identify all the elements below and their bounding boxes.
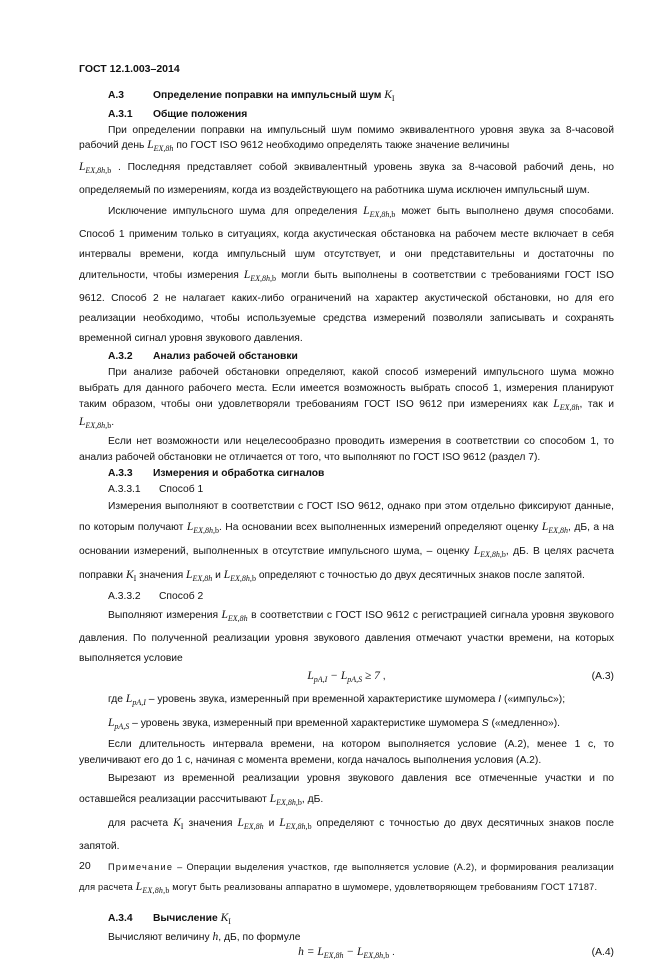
section-a331-heading — [79, 482, 614, 498]
paragraph-5: Измерения выполняют в соответствии с ГОСТ ISO 9612, однако при этом отдельно фиксируют данные, по которым получают $L_{EX,8h,b}$. На основании всех выполненных измерений определяют оценку $L_{EX,8h}$, дБ, а на основании измерений, выполненных в отсутствие импульсного шума, – оценку $L_{EX,8h,b}$, дБ. В целях расчета поправки $K_I$ значения $L_{EX,8h}$ и $L_{EX,8h,b}$ определяют с точностью до двух десятичных знаков после запятой. — [79, 501, 614, 584]
paragraph-10: Вычисляют величину h, дБ, по формуле — [108, 930, 301, 943]
section-title: Измерения и обработка сигналов — [153, 467, 325, 479]
paragraph-1-cont: $L_{EX,8h,b}$ . Последняя представляет собой эквивалентный уровень звука за 8-часовой рабочий день, но определяемый по измерениям, когда из воздействующего на работника шума исключен импульсный шум. — [79, 161, 614, 197]
section-a32-heading — [79, 349, 614, 365]
section-number: А.3.3.1 — [108, 483, 141, 495]
section-a34-heading — [79, 911, 614, 930]
section-number: А.3.4 — [108, 912, 133, 924]
paragraph-4: Если нет возможности или нецелесообразно проводить измерения в соответствии со способом 1, то анализ рабочей обстановки не отличается от того, что выполняют по ГОСТ ISO 9612 (раздел 7). — [79, 436, 614, 463]
section-title: Способ 2 — [159, 591, 204, 603]
symbol-ki: $K_I$ — [220, 911, 231, 926]
equation-expression: $L_{pA,I} - L_{pA,S} \ge 7$ , — [307, 670, 386, 685]
equation-number: (А.3) — [591, 671, 614, 683]
equation-a3 — [79, 669, 614, 689]
equation-a4 — [79, 945, 614, 965]
section-title: Вычисление — [153, 912, 218, 924]
paragraph-9: для расчета $K_I$ значения $L_{EX,8h}$ и $L_{EX,8h,b}$ определяют с точностью до двух десятичных знаков после запятой. — [79, 816, 614, 852]
note-label: Примечание — [108, 861, 174, 872]
page-number: 20 — [79, 860, 91, 872]
paragraph-7: Если длительность интервала времени, на котором выполняется условие (А.2), менее 1 с, то увеличивают его до 1 с, начиная с момента времени, когда началось выполнения условия (А.2). — [79, 739, 614, 766]
section-number: А.3.3.2 — [108, 591, 141, 603]
section-a3-heading — [79, 88, 614, 107]
section-title: Определение поправки на импульсный шум — [153, 90, 382, 101]
where-1: где $L_{pA,I}$ – уровень звука, измеренный при временной характеристике шумомера I («импульс»); — [108, 693, 566, 708]
where-2: $L_{pA,S}$ – уровень звука, измеренный при временной характеристике шумомера S («медленно»). — [108, 717, 561, 732]
section-a33-heading — [79, 466, 614, 482]
paragraph-2: Исключение импульсного шума для определения $L_{EX,8h,b}$ может быть выполнено двумя способами. Способ 1 применим только в ситуациях, когда акустическая обстановка на рабочем месте включает в себя интервалы времени, когда импульсный шум отсутствует, и они представительны и достаточны по длительности, чтобы измерения $L_{EX,8h,b}$ могли быть выполнены в соответствии с требованиями ГОСТ ISO 9612. Способ 2 не налагает каких-либо ограничений на характер акустической обстановки, но для его реализации необходимо, чтобы используемые средства измерений позволяли записывать и сохранять временной сигнал уровня звукового давления. — [79, 205, 614, 345]
paragraph-6: Выполняют измерения $L_{EX,8h}$ в соответствии с ГОСТ ISO 9612 с регистрацией сигнала уровня звукового давления. По полученной реализации уровня звукового давления отмечают участки времени, на которых выполняется условие — [79, 609, 614, 665]
section-number: А.3 — [108, 90, 125, 101]
section-number: А.3.3 — [108, 467, 133, 479]
paragraph-1: При определении поправки на импульсный шум помимо эквивалентного уровня звука за 8-часовой рабочий день $L_{EX,8h}$ по ГОСТ ISO 9612 необходимо определять также значение величины — [79, 124, 614, 154]
section-title: Способ 1 — [159, 483, 204, 495]
note: Примечание – Операции выделения участков, где выполняется условие (А.2), и формирования реализации для расчета $L_{EX,8h,b}$ могут быть реализованы аппаратно в шумомере, удовлетворяющем требованиям ГОСТ 17187. — [79, 861, 614, 895]
equation-expression: $h = L_{EX,8h} - L_{EX,8h,b}$ . — [298, 946, 395, 961]
section-number: А.3.2 — [108, 351, 133, 363]
section-title: Анализ рабочей обстановки — [153, 351, 298, 363]
paragraph-3: При анализе рабочей обстановки определяют, какой способ измерений импульсного шума можно выбрать для данного рабочего места. Если имеется возможность выбрать способ 1, измерения планируют таким образом, чтобы они удовлетворяли требованиям ГОСТ ISO 9612 при измерениях как $L_{EX,8h}$, так и $L_{EX,8h,b}$. — [79, 366, 614, 431]
paragraph-8: Вырезают из временной реализации уровня звукового давления все отмеченные участки и по оставшейся реализации рассчитывают $L_{EX,8h,b}$, дБ. — [79, 772, 614, 807]
document-body — [79, 88, 614, 965]
equation-number: (А.4) — [591, 947, 614, 959]
section-number: А.3.1 — [108, 108, 133, 120]
section-a31-heading — [79, 107, 614, 123]
document-header: ГОСТ 12.1.003–2014 — [79, 63, 180, 75]
section-title: Общие положения — [153, 108, 248, 120]
symbol-ki: $K_I$ — [384, 89, 395, 103]
section-a332-heading — [79, 589, 614, 605]
